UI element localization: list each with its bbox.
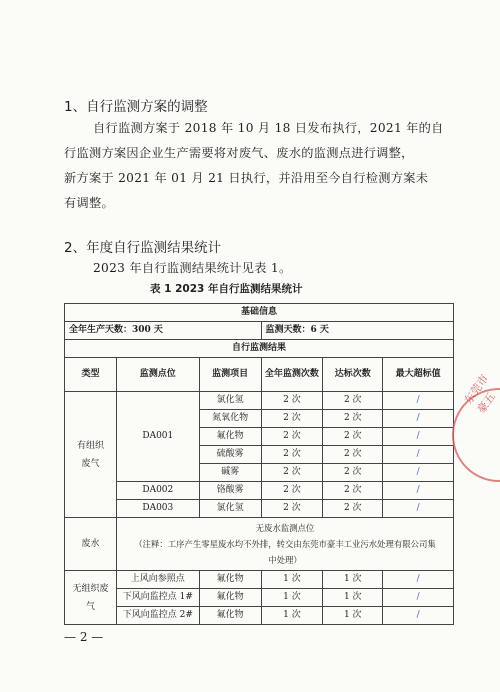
count-cell: 2 次 — [261, 410, 323, 428]
wastewater-note — [116, 518, 453, 571]
count-cell: 2 次 — [261, 428, 323, 446]
item-cell: 氟化物 — [199, 428, 261, 446]
point-da001: DA001 — [116, 392, 199, 482]
item-cell: 氯化氢 — [199, 500, 261, 518]
max-cell: / — [383, 589, 454, 607]
count-cell: 1 次 — [261, 589, 323, 607]
ok-cell: 2 次 — [323, 428, 383, 446]
ok-cell: 2 次 — [323, 464, 383, 482]
max-cell: / — [383, 428, 454, 446]
wastewater-line-1: 无废水监测点位 — [255, 523, 315, 533]
section1-line-3: 新方案于 2021 年 01 月 21 日执行，并沿用至今自行检测方案未 — [64, 171, 429, 185]
section1-heading: 1、自行监测方案的调整 — [64, 99, 208, 115]
type-wastewater: 废水 — [65, 518, 117, 571]
item-cell: 氯化氢 — [199, 392, 261, 410]
item-cell: 氟化物 — [199, 589, 261, 607]
header-type: 类型 — [65, 358, 117, 392]
count-cell: 2 次 — [261, 446, 323, 464]
monitoring-results-table — [64, 303, 454, 625]
count-cell: 2 次 — [261, 500, 323, 518]
ok-cell: 2 次 — [323, 500, 383, 518]
max-cell: / — [383, 410, 454, 428]
point-da002: DA002 — [116, 482, 199, 500]
ok-cell: 2 次 — [323, 446, 383, 464]
wastewater-line-2: （注释：工序产生零星废水均不外排，转交由东莞市豪丰工业污水处理有限公司集 — [134, 539, 436, 549]
item-cell: 氟化物 — [199, 571, 261, 589]
count-cell: 1 次 — [261, 607, 323, 625]
max-cell: / — [383, 571, 454, 589]
header-count: 全年监测次数 — [261, 358, 323, 392]
ok-cell: 2 次 — [323, 392, 383, 410]
section2-heading: 2、年度自行监测结果统计 — [64, 240, 222, 256]
item-cell: 硫酸雾 — [199, 446, 261, 464]
section1-line-1: 自行监测方案于 2018 年 10 月 18 日发布执行，2021 年的自 — [93, 121, 444, 135]
basic-info-title: 基础信息 — [65, 304, 454, 322]
max-cell: / — [383, 607, 454, 625]
ok-cell: 2 次 — [323, 410, 383, 428]
type-unorganized-gas: 无组织废气 — [65, 571, 117, 625]
type-organized-gas: 有组织废气 — [65, 392, 117, 518]
ok-cell: 1 次 — [323, 589, 383, 607]
unorg-point: 上风向参照点 — [116, 571, 199, 589]
max-cell: / — [383, 482, 454, 500]
count-cell: 2 次 — [261, 464, 323, 482]
count-cell: 2 次 — [261, 392, 323, 410]
section1-line-2: 行监测方案因企业生产需要将对废气、废水的监测点进行调整， — [64, 146, 414, 160]
max-cell: / — [383, 446, 454, 464]
point-da003: DA003 — [116, 500, 199, 518]
results-title: 自行监测结果 — [65, 340, 454, 358]
section2-intro: 2023 年自行监测结果统计见表 1。 — [93, 261, 292, 275]
table-caption: 表 1 2023 年自行监测结果统计 — [150, 283, 303, 295]
count-cell: 2 次 — [261, 482, 323, 500]
monitoring-days: 监测天数：6 天 — [261, 322, 453, 340]
item-cell: 氟化物 — [199, 607, 261, 625]
item-cell: 铬酸雾 — [199, 482, 261, 500]
ok-cell: 1 次 — [323, 571, 383, 589]
ok-cell: 2 次 — [323, 482, 383, 500]
item-cell: 碱雾 — [199, 464, 261, 482]
header-max: 最大超标值 — [383, 358, 454, 392]
header-ok: 达标次数 — [323, 358, 383, 392]
page-number: — 2 — — [64, 630, 104, 644]
wastewater-line-3: 中处理） — [268, 555, 302, 565]
unorg-point: 下风向监控点 2# — [116, 607, 199, 625]
max-cell: / — [383, 392, 454, 410]
header-item: 监测项目 — [199, 358, 261, 392]
item-cell: 氮氧化物 — [199, 410, 261, 428]
production-days: 全年生产天数：300 天 — [65, 322, 262, 340]
seal-text: 东莞市豪五 — [461, 372, 499, 416]
unorg-point: 下风向监控点 1# — [116, 589, 199, 607]
max-cell: / — [383, 500, 454, 518]
section1-line-4: 有调整。 — [64, 196, 114, 210]
count-cell: 1 次 — [261, 571, 323, 589]
ok-cell: 1 次 — [323, 607, 383, 625]
max-cell: / — [383, 464, 454, 482]
header-point: 监测点位 — [116, 358, 199, 392]
